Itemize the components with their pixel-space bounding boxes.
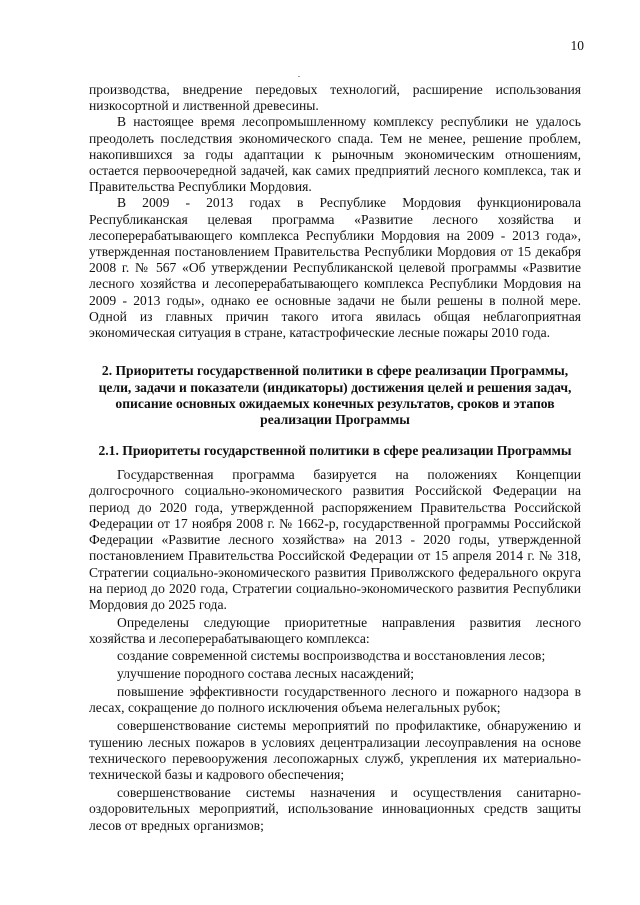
paragraph: В настоящее время лесопромышленному комплексу республики не удалось преодолеть последствия экономического спада. Тем не менее, решение проблем, накопившихся за годы адаптации к рыночным экономическим отношениям, остается первоочередной задачей, как самих предприятий лесного комплекса, так и Правительства Республики Мордовия. <box>89 114 581 195</box>
scan-speck <box>298 76 300 77</box>
page-content <box>89 82 581 834</box>
list-item: совершенствование системы мероприятий по профилактике, обнаружению и тушению лесных пожаров в условиях децентрализации лесоуправления на основе технического перевооружения лесопожарных служб, укрепления их материально-технической базы и кадрового обеспечения; <box>89 718 581 782</box>
list-item: улучшение породного состава лесных насаждений; <box>117 665 415 681</box>
paragraph: Государственная программа базируется на положениях Концепции долгосрочного социально-экономического развития Российской Федерации на период до 2020 года, утвержденной распоряжением Правительства Российской Федерации от 17 ноября 2008 г. № 1662-р, государственной программы Российской Федерации «Развитие лесного хозяйства» на 2013 - 2020 годы, утвержденной постановлением Правительства Российской Федерации от 15 апреля 2014 г. № 318, Стратегии социально-экономического развития Приволжского федерального округа на период до 2020 года, Стратегии социально-экономического развития Республики Мордовия до 2025 года. <box>89 467 581 612</box>
paragraph: В 2009 - 2013 годах в Республике Мордовия функционировала Республиканская целевая программа «Развитие лесного хозяйства и лесоперерабатывающего комплекса Республики Мордовия на 2009 - 2013 года», утвержденная постановлением Правительства Республики Мордовия от 15 декабря 2008 г. № 567 «Об утверждении Республиканской целевой программы «Развитие лесного хозяйства и лесоперерабатывающего комплекса Республики Мордовия на 2009 - 2013 годы», однако ее основные задачи не были решены в полной мере. Одной из главных причин такого итога явилась общая неблагоприятная экономическая ситуация в стране, катастрофические лесные пожары 2010 года. <box>89 195 581 341</box>
paragraph-continuation: производства, внедрение передовых технологий, расширение использования низкосортной и лиственной древесины. <box>89 82 581 114</box>
paragraph: Определены следующие приоритетные направления развития лесного хозяйства и лесоперерабатывающего комплекса: <box>89 615 581 647</box>
list-item: совершенствование системы назначения и осуществления санитарно-оздоровительных мероприятий, использование инновационных средств защиты лесов от вредных организмов; <box>89 785 581 833</box>
list-item: создание современной системы воспроизводства и восстановления лесов; <box>117 647 546 663</box>
list-item: повышение эффективности государственного лесного и пожарного надзора в лесах, сокращение до полного исключения объема нелегальных рубок; <box>89 683 581 716</box>
subsection-heading: 2.1. Приоритеты государственной политики в сфере реализации Программы <box>98 442 572 458</box>
page-number: 10 <box>570 38 584 53</box>
section-heading: 2. Приоритеты государственной политики в сфере реализации Программы, цели, задачи и показатели (индикаторы) достижения целей и решения задач, описание основных ожидаемых конечных результатов, сроков и этапов реализации Программы <box>98 363 572 428</box>
